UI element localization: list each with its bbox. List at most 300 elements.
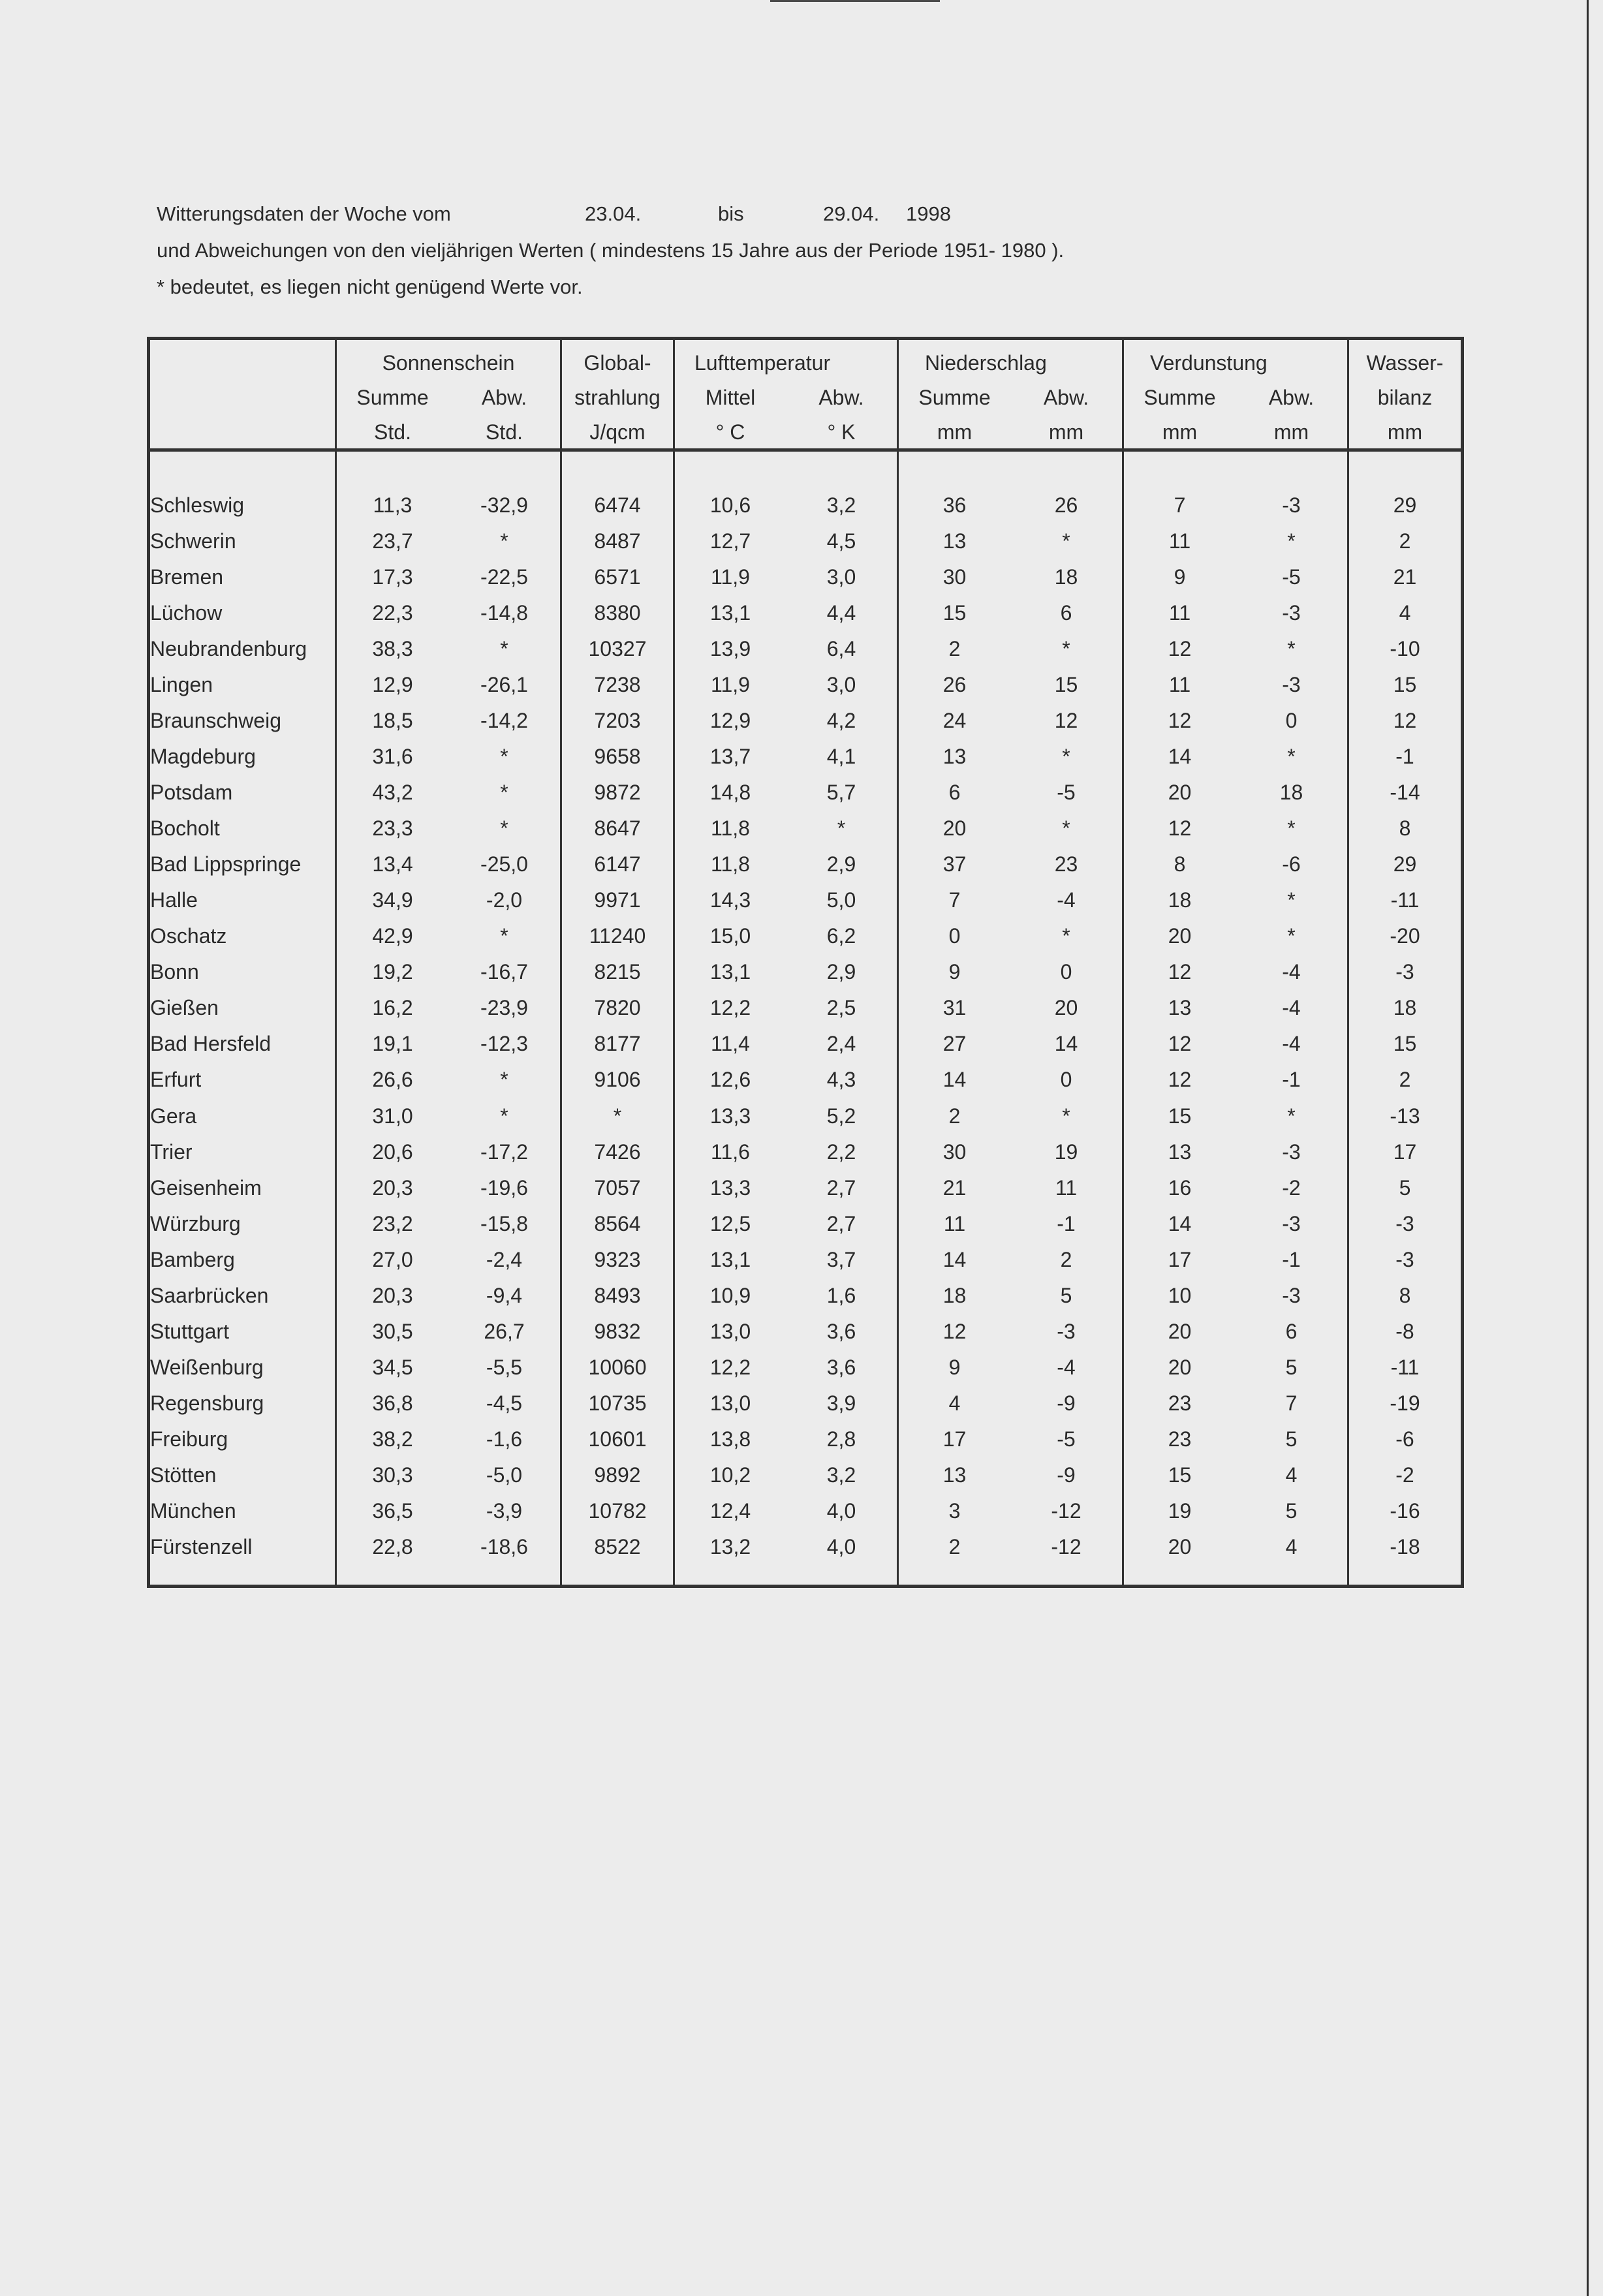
verdunstung-cell-abw: * (1287, 529, 1296, 553)
sonnenschein-cell-summe: 34,5 (372, 1355, 413, 1379)
lufttemperatur-cell (674, 1493, 898, 1529)
station-name: Halle (149, 882, 336, 918)
sonnenschein-cell-abw: -12,3 (480, 1032, 528, 1056)
verdunstung-cell (1123, 990, 1348, 1026)
page-edge-right (1587, 0, 1589, 2296)
verdunstung-cell (1123, 703, 1348, 739)
globalstrahlung-cell: 7820 (561, 990, 674, 1026)
table-body (149, 450, 1463, 1587)
table-row (149, 1170, 1463, 1206)
lufttemperatur-cell (674, 559, 898, 595)
header-line-1 (157, 196, 1005, 232)
globalstrahlung-cell: 6147 (561, 846, 674, 882)
sonnenschein-cell-abw: -17,2 (480, 1140, 528, 1164)
lufttemperatur-cell (674, 1206, 898, 1242)
lufttemperatur-cell-summe: 13,3 (709, 1175, 751, 1200)
niederschlag-cell-abw: * (1062, 816, 1070, 841)
sonnenschein-cell-abw: -3,9 (486, 1498, 523, 1523)
sonnenschein-cell-abw: -32,9 (480, 493, 528, 518)
globalstrahlung-cell: 7057 (561, 1170, 674, 1206)
wasserbilanz-cell: -1 (1348, 739, 1463, 775)
sonnenschein-cell-abw: * (500, 816, 508, 841)
verdunstung-cell-summe: 14 (1168, 1211, 1192, 1235)
lufttemperatur-cell (674, 918, 898, 954)
header-date-to: 29.04. (823, 202, 880, 225)
verdunstung-cell-summe: 7 (1174, 493, 1186, 518)
niederschlag-cell-summe: 13 (942, 529, 967, 553)
lufttemperatur-cell (674, 631, 898, 667)
lufttemperatur-cell-abw: 4,0 (826, 1534, 856, 1559)
sonnenschein-cell-summe: 38,3 (372, 637, 413, 661)
sonnenschein-cell (336, 559, 561, 595)
niederschlag-cell (898, 667, 1123, 703)
verdunstung-cell (1123, 1421, 1348, 1457)
verdunstung-cell (1123, 954, 1348, 990)
header-year: 1998 (906, 202, 951, 225)
table-row (149, 523, 1463, 559)
sonnenschein-cell-summe: 34,9 (372, 888, 413, 912)
niederschlag-cell-abw: 14 (1054, 1032, 1078, 1056)
wasserbilanz-cell: -6 (1348, 1421, 1463, 1457)
global-unit: J/qcm (561, 410, 674, 450)
verdunstung-cell-abw: 5 (1285, 1427, 1298, 1451)
station-name: Stuttgart (149, 1314, 336, 1350)
niederschlag-cell-abw: -12 (1051, 1498, 1082, 1523)
wasserbilanz-cell: 2 (1348, 523, 1463, 559)
verdunstung-cell (1123, 595, 1348, 631)
wasserbilanz-cell: -8 (1348, 1314, 1463, 1350)
verdunstung-cell-summe: 11 (1168, 673, 1191, 697)
lufttemperatur-cell (674, 882, 898, 918)
sonnenschein-cell-summe: 36,5 (372, 1498, 413, 1523)
lufttemperatur-cell (674, 1170, 898, 1206)
wasserbilanz-cell: -3 (1348, 1242, 1463, 1278)
lufttemperatur-cell-abw: 2,4 (826, 1032, 856, 1056)
sonnenschein-cell-abw: -14,8 (480, 601, 528, 625)
lufttemperatur-cell-summe: 14,8 (709, 781, 751, 805)
verdunstung-cell (1123, 882, 1348, 918)
verdunstung-cell-abw: -3 (1282, 1211, 1301, 1235)
lufttemperatur-cell-abw: 2,2 (826, 1140, 856, 1164)
niederschlag-cell-abw: * (1062, 529, 1070, 553)
globalstrahlung-cell: 8647 (561, 811, 674, 846)
niederschlag-cell (898, 631, 1123, 667)
table-row (149, 990, 1463, 1026)
niederschlag-cell-abw: 15 (1054, 673, 1078, 697)
globalstrahlung-cell: 8177 (561, 1026, 674, 1062)
niederschlag-cell-summe: 18 (942, 1283, 967, 1307)
verdunstung-cell (1123, 1350, 1348, 1386)
niederschlag-cell-summe: 2 (948, 1104, 961, 1128)
verdunstung-cell-abw: 7 (1285, 1391, 1298, 1415)
station-name: Freiburg (149, 1421, 336, 1457)
niederschlag-cell (898, 882, 1123, 918)
sonnenschein-cell-abw: -18,6 (480, 1534, 528, 1559)
verdunstung-cell-abw: -4 (1282, 996, 1301, 1020)
verdunstung-cell (1123, 1242, 1348, 1278)
niederschlag-cell-abw: 20 (1054, 996, 1078, 1020)
col-verd-title: Verdunstung (1150, 351, 1268, 375)
station-name: Braunschweig (149, 703, 336, 739)
verdunstung-cell-abw: -4 (1282, 960, 1301, 984)
verdunstung-cell-abw: * (1287, 816, 1296, 841)
station-name: Würzburg (149, 1206, 336, 1242)
lufttemperatur-cell-summe: 11,8 (711, 852, 750, 877)
sonnenschein-cell-summe: 16,2 (372, 996, 413, 1020)
globalstrahlung-cell: 7426 (561, 1134, 674, 1170)
sonnenschein-cell-summe: 20,3 (372, 1175, 413, 1200)
nieder-sub-abw: Abw. (1043, 386, 1089, 409)
lufttemperatur-cell-summe: 14,3 (709, 888, 751, 912)
sonnenschein-cell-abw: -16,7 (480, 960, 528, 984)
wasserbilanz-cell: 8 (1348, 1278, 1463, 1314)
verd-sub-summe: Summe (1144, 386, 1216, 409)
lufttemperatur-cell (674, 667, 898, 703)
station-name: Bocholt (149, 811, 336, 846)
niederschlag-cell (898, 1278, 1123, 1314)
globalstrahlung-cell: 8522 (561, 1529, 674, 1565)
station-name: Gera (149, 1098, 336, 1134)
niederschlag-cell-summe: 7 (948, 888, 961, 912)
verdunstung-cell-summe: 12 (1168, 1068, 1192, 1092)
niederschlag-cell (898, 1170, 1123, 1206)
niederschlag-cell-summe: 11 (943, 1211, 966, 1235)
niederschlag-cell-summe: 31 (942, 996, 967, 1020)
verdunstung-cell-summe: 20 (1168, 1319, 1192, 1343)
wasserbilanz-cell: -3 (1348, 954, 1463, 990)
globalstrahlung-cell: 9658 (561, 739, 674, 775)
table-row (149, 1350, 1463, 1386)
verd-sub-abw: Abw. (1268, 386, 1315, 409)
globalstrahlung-cell: 7238 (561, 667, 674, 703)
sonnenschein-cell-abw: -2,4 (486, 1247, 523, 1271)
niederschlag-cell-abw: * (1062, 745, 1070, 769)
table-row (149, 1062, 1463, 1098)
verdunstung-cell-abw: * (1287, 745, 1296, 769)
station-name: Bremen (149, 559, 336, 595)
table-row (149, 1386, 1463, 1421)
lufttemperatur-cell (674, 1314, 898, 1350)
sonnenschein-cell-abw: -25,0 (480, 852, 528, 877)
niederschlag-cell (898, 1314, 1123, 1350)
sonne-sub-abw: Abw. (481, 386, 527, 409)
lufttemperatur-cell-abw: 3,0 (826, 673, 856, 697)
table-row (149, 846, 1463, 882)
wasserbilanz-cell: 5 (1348, 1170, 1463, 1206)
sonnenschein-cell-abw: -5,0 (486, 1463, 523, 1487)
sonnenschein-cell (336, 918, 561, 954)
station-name: Regensburg (149, 1386, 336, 1421)
col-luft-title: Lufttemperatur (694, 351, 831, 375)
verdunstung-cell (1123, 1134, 1348, 1170)
lufttemperatur-cell-abw: * (837, 816, 846, 841)
lufttemperatur-cell-summe: 13,1 (709, 960, 751, 984)
verdunstung-cell-summe: 8 (1174, 852, 1186, 877)
niederschlag-cell-summe: 27 (942, 1032, 967, 1056)
col-verd (1123, 339, 1348, 376)
lufttemperatur-cell-abw: 3,7 (826, 1247, 856, 1271)
lufttemperatur-cell-summe: 10,2 (709, 1463, 751, 1487)
niederschlag-cell-summe: 17 (942, 1427, 967, 1451)
station-name: Lüchow (149, 595, 336, 631)
sonnenschein-cell-abw: * (500, 745, 508, 769)
verdunstung-cell-summe: 12 (1168, 637, 1192, 661)
wasserbilanz-cell: 8 (1348, 811, 1463, 846)
wasserbilanz-cell: 17 (1348, 1134, 1463, 1170)
lufttemperatur-cell-summe: 13,1 (709, 1247, 751, 1271)
verdunstung-cell (1123, 1529, 1348, 1565)
luft-unit-1: ° C (715, 420, 745, 444)
verd-unit-1: mm (1162, 420, 1198, 444)
lufttemperatur-cell-abw: 3,0 (826, 565, 856, 589)
sonnenschein-cell-abw: * (500, 1068, 508, 1092)
verdunstung-cell (1123, 488, 1348, 523)
niederschlag-cell-summe: 0 (948, 924, 961, 948)
globalstrahlung-cell: 8215 (561, 954, 674, 990)
niederschlag-cell-summe: 24 (942, 709, 967, 733)
lufttemperatur-cell (674, 523, 898, 559)
sonnenschein-cell (336, 739, 561, 775)
wasserbilanz-cell: 29 (1348, 488, 1463, 523)
wasserbilanz-cell: 21 (1348, 559, 1463, 595)
wasserbilanz-cell: -11 (1348, 882, 1463, 918)
verdunstung-cell-abw: 5 (1285, 1355, 1298, 1379)
verdunstung-cell-summe: 18 (1168, 888, 1192, 912)
luft-sub-abw: Abw. (818, 386, 864, 409)
sonnenschein-cell-summe: 13,4 (372, 852, 413, 877)
verdunstung-cell (1123, 1170, 1348, 1206)
station-header (149, 339, 336, 376)
station-name: Bad Hersfeld (149, 1026, 336, 1062)
verdunstung-cell-abw: * (1287, 888, 1296, 912)
sonnenschein-cell-abw: -23,9 (480, 996, 528, 1020)
lufttemperatur-cell-abw: 5,7 (826, 781, 856, 805)
wasserbilanz-cell: 18 (1348, 990, 1463, 1026)
table-head (149, 339, 1463, 450)
table-row (149, 667, 1463, 703)
verdunstung-cell-summe: 15 (1168, 1104, 1192, 1128)
sonnenschein-cell (336, 1134, 561, 1170)
lufttemperatur-cell-summe: 13,2 (709, 1534, 751, 1559)
sonnenschein-cell (336, 703, 561, 739)
station-name: Schwerin (149, 523, 336, 559)
sonnenschein-cell-summe: 31,6 (372, 745, 413, 769)
wasserbilanz-cell: -11 (1348, 1350, 1463, 1386)
niederschlag-cell-abw: 12 (1054, 709, 1078, 733)
station-name: Geisenheim (149, 1170, 336, 1206)
niederschlag-cell-abw: 0 (1060, 960, 1072, 984)
verdunstung-cell-summe: 17 (1168, 1247, 1192, 1271)
table-row (149, 595, 1463, 631)
globalstrahlung-cell: 8564 (561, 1206, 674, 1242)
sonnenschein-cell-abw: 26,7 (484, 1319, 525, 1343)
verdunstung-cell-summe: 12 (1168, 960, 1192, 984)
verdunstung-cell-abw: * (1287, 1104, 1296, 1128)
sonnenschein-cell-summe: 11,3 (373, 493, 412, 518)
sonnenschein-cell-abw: * (500, 1104, 508, 1128)
table-row (149, 703, 1463, 739)
lufttemperatur-cell-summe: 11,8 (711, 816, 750, 841)
sonnenschein-cell-summe: 23,3 (372, 816, 413, 841)
globalstrahlung-cell: 9832 (561, 1314, 674, 1350)
niederschlag-cell-abw: -4 (1057, 1355, 1076, 1379)
niederschlag-cell (898, 918, 1123, 954)
lufttemperatur-cell (674, 739, 898, 775)
wasserbilanz-cell: -10 (1348, 631, 1463, 667)
sonnenschein-cell-abw: -9,4 (486, 1283, 523, 1307)
verdunstung-cell-abw: 18 (1279, 781, 1303, 805)
lufttemperatur-cell-summe: 11,4 (711, 1032, 750, 1056)
globalstrahlung-cell: * (561, 1098, 674, 1134)
verdunstung-cell (1123, 559, 1348, 595)
verdunstung-cell-summe: 20 (1168, 1355, 1192, 1379)
globalstrahlung-cell: 9892 (561, 1457, 674, 1493)
wasserbilanz-cell: 12 (1348, 703, 1463, 739)
lufttemperatur-cell (674, 775, 898, 811)
niederschlag-cell-summe: 12 (942, 1319, 967, 1343)
table-row (149, 1206, 1463, 1242)
lufttemperatur-cell (674, 1242, 898, 1278)
lufttemperatur-cell-summe: 13,0 (709, 1319, 751, 1343)
lufttemperatur-cell-summe: 12,5 (709, 1211, 751, 1235)
sonnenschein-cell (336, 811, 561, 846)
lufttemperatur-cell-summe: 13,9 (709, 637, 751, 661)
lufttemperatur-cell-summe: 13,0 (709, 1391, 751, 1415)
niederschlag-cell (898, 1242, 1123, 1278)
sonnenschein-cell (336, 882, 561, 918)
verdunstung-cell (1123, 1314, 1348, 1350)
verdunstung-cell-summe: 12 (1168, 709, 1192, 733)
station-name: Lingen (149, 667, 336, 703)
niederschlag-cell-summe: 14 (942, 1247, 967, 1271)
wasserbilanz-cell: -3 (1348, 1206, 1463, 1242)
sonnenschein-cell (336, 954, 561, 990)
table-row (149, 775, 1463, 811)
wasserbilanz-cell: 29 (1348, 846, 1463, 882)
lufttemperatur-cell-abw: 5,2 (826, 1104, 856, 1128)
station-name: München (149, 1493, 336, 1529)
niederschlag-cell-summe: 14 (942, 1068, 967, 1092)
verdunstung-cell-summe: 13 (1168, 996, 1192, 1020)
sonnenschein-cell-summe: 42,9 (372, 924, 413, 948)
verdunstung-cell-summe: 20 (1168, 781, 1192, 805)
niederschlag-cell-abw: -4 (1057, 888, 1076, 912)
sonnenschein-cell-abw: -5,5 (486, 1355, 523, 1379)
lufttemperatur-cell-abw: 2,9 (826, 852, 856, 877)
niederschlag-cell (898, 703, 1123, 739)
sonnenschein-cell (336, 1026, 561, 1062)
sonnenschein-cell (336, 846, 561, 882)
niederschlag-cell-abw: 19 (1054, 1140, 1078, 1164)
lufttemperatur-cell-summe: 12,4 (709, 1498, 751, 1523)
sonnenschein-cell (336, 1062, 561, 1098)
verdunstung-cell-abw: 6 (1285, 1319, 1298, 1343)
lufttemperatur-cell-summe: 12,6 (709, 1068, 751, 1092)
lufttemperatur-cell-summe: 11,9 (711, 565, 750, 589)
niederschlag-cell-summe: 13 (942, 745, 967, 769)
sonnenschein-cell-abw: -2,0 (486, 888, 523, 912)
luft-unit-2: ° K (827, 420, 856, 444)
station-name: Erfurt (149, 1062, 336, 1098)
niederschlag-cell (898, 1386, 1123, 1421)
wasserbilanz-cell: 2 (1348, 1062, 1463, 1098)
globalstrahlung-cell: 10060 (561, 1350, 674, 1386)
niederschlag-cell-abw: 11 (1055, 1175, 1078, 1200)
nieder-sub-summe: Summe (918, 386, 991, 409)
table-row (149, 954, 1463, 990)
station-name: Fürstenzell (149, 1529, 336, 1565)
globalstrahlung-cell: 10327 (561, 631, 674, 667)
sonnenschein-cell-abw: * (500, 637, 508, 661)
verdunstung-cell-abw: -3 (1282, 493, 1301, 518)
verdunstung-cell-abw: 4 (1285, 1463, 1298, 1487)
sonnenschein-cell-abw: -26,1 (480, 673, 528, 697)
lufttemperatur-cell-summe: 11,9 (711, 673, 750, 697)
verdunstung-cell-summe: 20 (1168, 924, 1192, 948)
sonnenschein-cell (336, 1529, 561, 1565)
table-row (149, 1134, 1463, 1170)
sonnenschein-cell (336, 488, 561, 523)
sonnenschein-cell-summe: 30,5 (372, 1319, 413, 1343)
lufttemperatur-cell-summe: 10,9 (709, 1283, 751, 1307)
verdunstung-cell-abw: -4 (1282, 1032, 1301, 1056)
niederschlag-cell-summe: 2 (948, 1534, 961, 1559)
verdunstung-cell (1123, 846, 1348, 882)
station-name: Oschatz (149, 918, 336, 954)
table-row (149, 882, 1463, 918)
verdunstung-cell-summe: 14 (1168, 745, 1192, 769)
niederschlag-cell (898, 846, 1123, 882)
niederschlag-cell (898, 1421, 1123, 1457)
sonne-sub-summe: Summe (356, 386, 429, 409)
station-name: Bamberg (149, 1242, 336, 1278)
niederschlag-cell-summe: 37 (942, 852, 967, 877)
verdunstung-cell-abw: -3 (1282, 601, 1301, 625)
niederschlag-cell-summe: 2 (948, 637, 961, 661)
station-name: Saarbrücken (149, 1278, 336, 1314)
header-date-from: 23.04. (585, 202, 642, 225)
station-name: Weißenburg (149, 1350, 336, 1386)
niederschlag-cell (898, 990, 1123, 1026)
verdunstung-cell-summe: 12 (1168, 816, 1192, 841)
lufttemperatur-cell (674, 846, 898, 882)
lufttemperatur-cell (674, 1098, 898, 1134)
lufttemperatur-cell-abw: 5,0 (826, 888, 856, 912)
table-row (149, 1242, 1463, 1278)
lufttemperatur-cell (674, 703, 898, 739)
wasserbilanz-cell: -2 (1348, 1457, 1463, 1493)
verdunstung-cell (1123, 1278, 1348, 1314)
sonnenschein-cell-summe: 23,7 (372, 529, 413, 553)
lufttemperatur-cell (674, 1134, 898, 1170)
sonnenschein-cell-summe: 27,0 (372, 1247, 413, 1271)
verdunstung-cell-abw: -3 (1282, 673, 1301, 697)
globalstrahlung-cell: 9971 (561, 882, 674, 918)
table-row (149, 631, 1463, 667)
lufttemperatur-cell-abw: 4,0 (826, 1498, 856, 1523)
verdunstung-cell (1123, 739, 1348, 775)
niederschlag-cell (898, 523, 1123, 559)
niederschlag-cell-abw: -5 (1057, 1427, 1076, 1451)
niederschlag-cell (898, 1350, 1123, 1386)
lufttemperatur-cell-summe: 13,1 (709, 601, 751, 625)
col-luft (674, 339, 898, 376)
page-edge-top (770, 0, 940, 2)
niederschlag-cell-abw: -1 (1057, 1211, 1076, 1235)
globalstrahlung-cell: 7203 (561, 703, 674, 739)
table-row (149, 918, 1463, 954)
lufttemperatur-cell-abw: 2,8 (826, 1427, 856, 1451)
